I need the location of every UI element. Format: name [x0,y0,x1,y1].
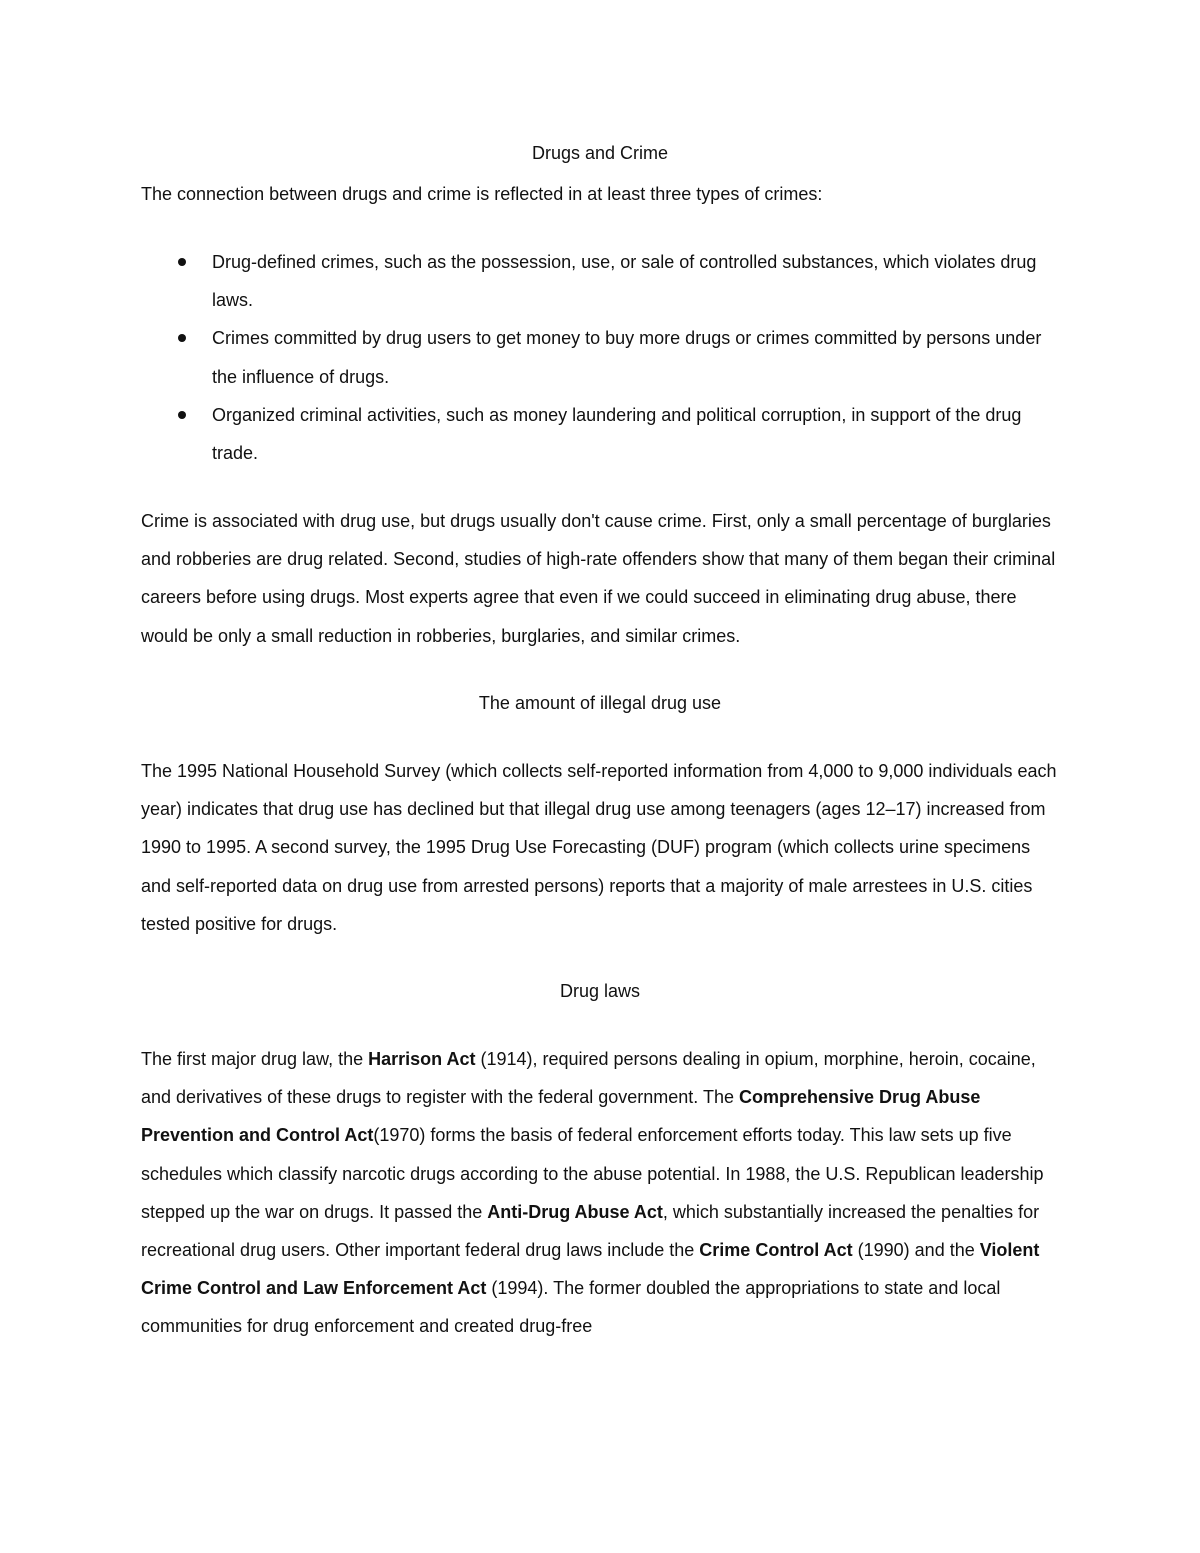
text-run: The first major drug law, the [141,1049,369,1069]
document-title: Drugs and Crime [531,143,669,163]
list-item [141,319,1061,395]
bullet-icon [178,258,186,266]
drug-use-paragraph: The 1995 National Household Survey (which collects self-reported information from 4,000 to 9,000 individuals each year) indicates that drug use has declined but that illegal drug use among teenagers (ages 12–17) increased from 1990 to 1995. A second survey, the 1995 Drug Use Forecasting (DUF) program (which collects urine specimens and self-reported data on drug use from arrested persons) reports that a majority of male arrestees in U.S. cities tested positive for drugs. [141,761,1057,934]
bullet-icon [178,334,186,342]
text-run: (1970) forms the basis of federal enforcement efforts today. This law sets up five schedules which classify narcotic drugs according to the abuse potential. In 1988, the U.S. Republican leadership stepped up the war on drugs. It passed the [141,1125,1044,1222]
bullet-icon [178,411,186,419]
list-item-text: Crimes committed by drug users to get money to buy more drugs or crimes committed by persons under the influence of drugs. [212,328,1042,387]
drug-laws-paragraph [141,1040,1061,1346]
intro-paragraph: The connection between drugs and crime is reflected in at least three types of crimes: [141,184,823,204]
text-run: , which substantially increased the penalties for recreational drug users. Other important federal drug laws include the [141,1201,1040,1261]
text-run: (1990) and the [852,1240,980,1261]
list-item [141,396,1061,472]
violent-crime-act-term: Violent Crime Control and Law Enforcement Act [141,1240,1040,1299]
crime-control-act-term: Crime Control Act [699,1240,853,1261]
section-heading-drug-laws: Drug laws [559,981,641,1001]
list-item-text: Organized criminal activities, such as money laundering and political corruption, in support of the drug trade. [212,404,1022,464]
list-item-text: Drug-defined crimes, such as the possession, use, or sale of controlled substances, which violates drug laws. [212,252,1037,311]
anti-drug-abuse-act-term: Anti-Drug Abuse Act [487,1201,663,1222]
harrison-act-term: Harrison Act [368,1049,476,1069]
text-run: (1914), required persons dealing in opium, morphine, heroin, cocaine, and derivatives of these drugs to register with the federal government. The [141,1049,1036,1108]
text-run: (1994). The former doubled the appropriations to state and local communities for drug enforcement and created drug-free [141,1278,1001,1337]
crime-association-paragraph: Crime is associated with drug use, but drugs usually don't cause crime. First, only a small percentage of burglaries and robberies are drug related. Second, studies of high-rate offenders show that many of them began their criminal careers before using drugs. Most experts agree that even if we could succeed in eliminating drug abuse, there would be only a small reduction in robberies, burglaries, and similar crimes. [141,511,1056,646]
crime-types-list [141,243,1061,472]
section-heading-drug-use: The amount of illegal drug use [478,693,722,713]
comprehensive-act-term: Comprehensive Drug Abuse Prevention and Control Act [141,1087,981,1146]
list-item [141,243,1061,319]
